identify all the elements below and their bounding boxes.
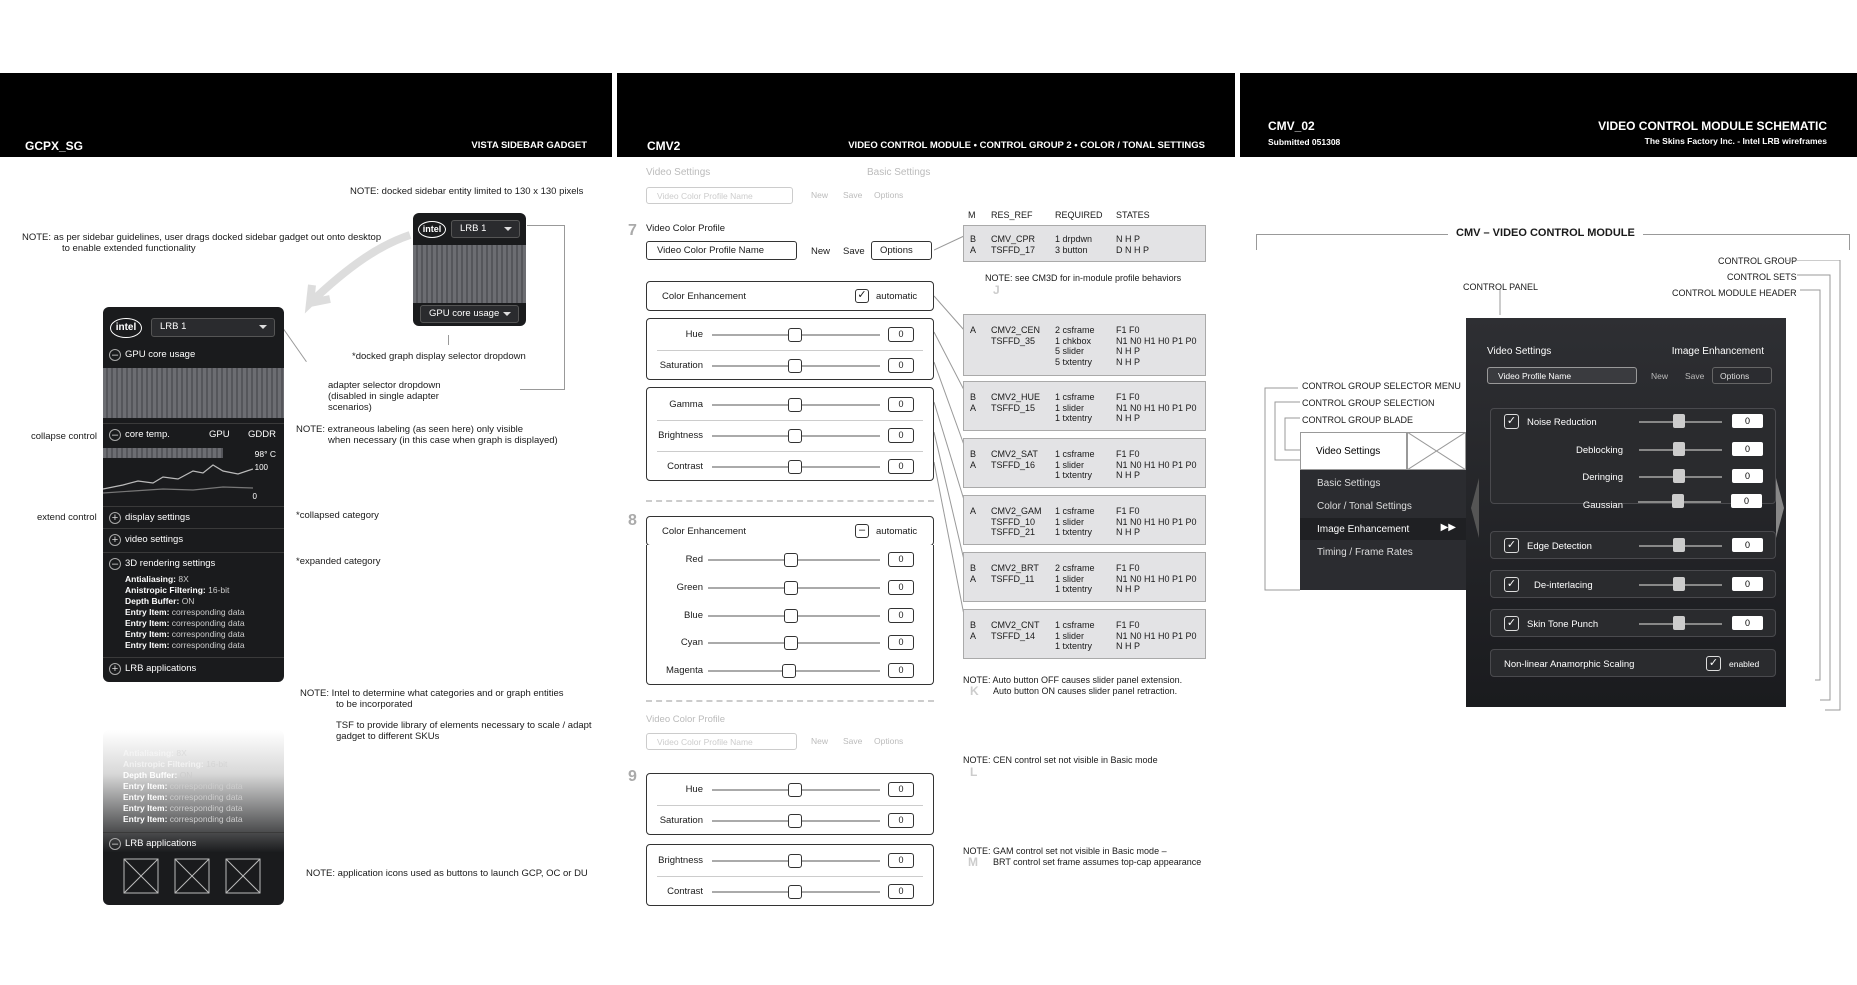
dashed-divider xyxy=(646,700,934,702)
rendering-label: 3D rendering settings xyxy=(125,558,216,569)
contrast-label: Contrast xyxy=(667,886,703,897)
anamorphic-enabled-label: enabled xyxy=(1729,659,1760,669)
connector-line xyxy=(520,389,565,390)
panel-video-settings: Video Settings xyxy=(1487,346,1552,357)
deinterlacing-slider[interactable] xyxy=(1673,577,1685,591)
note-drag-2: to enable extended functionality xyxy=(62,243,196,254)
gamma-slider[interactable] xyxy=(788,398,802,412)
brightness-label: Brightness xyxy=(658,430,703,441)
note-labeling-1: NOTE: extraneous labeling (as seen here) only visible xyxy=(296,424,524,435)
kv-item: Depth Buffer: ON xyxy=(125,596,195,606)
kv-item: Entry Item: corresponding data xyxy=(123,814,243,824)
docked-graph-dropdown[interactable]: GPU core usage xyxy=(420,305,519,323)
left-title: VISTA SIDEBAR GADGET xyxy=(471,140,587,151)
menu-item-image-enhancement[interactable] xyxy=(1300,518,1466,540)
panel-options-label: Options xyxy=(1720,371,1750,381)
table-row: A CMV2_CEN TSFFD_35 2 csframe 1 chkbox 5 slider 5 txtentry F1 F0 N1 N0 H1 H0 P1 P0 N H P N H P xyxy=(963,314,1206,376)
extend-icon[interactable]: + xyxy=(109,534,121,546)
label-control-group: CONTROL GROUP xyxy=(1718,256,1798,266)
menu-item-basic[interactable]: Basic Settings xyxy=(1317,478,1381,489)
middle-title: VIDEO CONTROL MODULE • CONTROL GROUP 2 • COLOR / TONAL SETTINGS xyxy=(848,140,1205,151)
menu-item-color-tonal[interactable]: Color / Tonal Settings xyxy=(1317,501,1412,512)
color-enhancement-frame-2 xyxy=(646,516,934,546)
panel-options-button[interactable] xyxy=(1712,367,1772,384)
noise-reduction-label: Noise Reduction xyxy=(1527,417,1597,428)
menu-item-image-enhancement-label: Image Enhancement xyxy=(1317,524,1410,535)
kv-item: Entry Item: corresponding data xyxy=(123,781,243,791)
middle-code: CMV2 xyxy=(647,139,681,153)
gamma-label: Gamma xyxy=(669,399,703,410)
ghost-profile-dropdown-2: Video Color Profile Name xyxy=(646,733,797,750)
bracket-line xyxy=(1849,234,1850,250)
saturation-slider[interactable] xyxy=(788,359,802,373)
right-submitted: Submitted 051308 xyxy=(1268,137,1341,147)
note-tsf-2: gadget to different SKUs xyxy=(336,731,440,742)
intel-logo: intel xyxy=(418,221,446,238)
kv-item: Entry Item: corresponding data xyxy=(125,629,245,639)
edge-detection-value[interactable]: 0 xyxy=(1732,538,1763,552)
deinterlacing-label: De-interlacing xyxy=(1534,580,1593,591)
fast-forward-icon: ▶▶ xyxy=(1440,522,1456,533)
profile-dropdown[interactable]: Video Color Profile Name xyxy=(646,241,797,260)
table-connector-lines xyxy=(934,230,966,650)
deinterlacing-checkbox[interactable]: ✓ xyxy=(1504,577,1519,592)
brightness-contrast-frame xyxy=(646,844,934,906)
saturation-value[interactable]: 0 xyxy=(888,813,914,828)
green-label: Green xyxy=(676,582,703,593)
options-button[interactable] xyxy=(871,241,932,260)
noise-reduction-slider[interactable] xyxy=(1673,414,1685,428)
panel-nav-left-icon[interactable] xyxy=(1471,478,1481,538)
note-auto-2: Auto button ON causes slider panel retraction. xyxy=(993,686,1178,696)
skin-tone-checkbox[interactable]: ✓ xyxy=(1504,616,1519,631)
gpu-core-label: GPU core usage xyxy=(125,349,196,360)
kv-item: Entry Item: corresponding data xyxy=(125,607,245,617)
right-header-bar xyxy=(1240,73,1857,157)
ghost-profile-label: Video Color Profile xyxy=(646,714,726,725)
gamma-value[interactable]: 0 xyxy=(888,397,914,412)
rgb-frame xyxy=(646,545,934,685)
gaussian-label: Gaussian xyxy=(1582,500,1623,511)
core-temp-label: core temp. xyxy=(125,429,170,440)
ghost-options-button: Options xyxy=(874,190,904,200)
gpu-legend: GPU xyxy=(209,429,230,440)
contrast-slider-row xyxy=(647,452,933,482)
collapse-icon[interactable]: – xyxy=(109,558,121,570)
connector-line xyxy=(527,225,565,226)
note-drag: NOTE: as per sidebar guidelines, user drags docked sidebar gadget out onto desktop xyxy=(22,232,382,243)
red-label: Red xyxy=(685,554,703,565)
note-intel-1: NOTE: Intel to determine what categories and or graph entities xyxy=(300,688,564,699)
docked-adapter-dropdown[interactable]: LRB 1 xyxy=(451,220,520,238)
brightness-value[interactable]: 0 xyxy=(888,428,914,443)
label-control-header: CONTROL MODULE HEADER xyxy=(1672,288,1797,298)
temp-value: 98° C xyxy=(254,449,276,459)
faded-gadget xyxy=(103,730,284,905)
edge-detection-set xyxy=(1490,531,1776,559)
edge-detection-label: Edge Detection xyxy=(1527,541,1592,552)
hue-saturation-frame-2 xyxy=(646,773,934,835)
video-settings-label: video settings xyxy=(125,534,184,545)
menu-item-timing[interactable]: Timing / Frame Rates xyxy=(1317,547,1413,558)
magenta-slider-row xyxy=(647,656,933,686)
menu-video-settings-label: Video Settings xyxy=(1316,446,1381,457)
category-3d-rendering[interactable] xyxy=(103,552,284,574)
panel-save-button[interactable]: Save xyxy=(1685,371,1705,381)
contrast-slider[interactable] xyxy=(788,885,802,899)
right-code: CMV_02 xyxy=(1268,119,1315,133)
green-value[interactable]: 0 xyxy=(888,580,914,595)
hue-label: Hue xyxy=(685,784,703,795)
hue-value[interactable]: 0 xyxy=(888,327,914,342)
red-slider-row xyxy=(647,545,933,575)
kv-item: Entry Item: corresponding data xyxy=(125,618,245,628)
color-enhancement-frame xyxy=(646,281,934,311)
color-enhancement-label: Color Enhancement xyxy=(662,526,746,537)
hue-slider-row xyxy=(647,775,933,805)
panel-profile-value: Video Profile Name xyxy=(1498,371,1572,381)
kv-item: Anistropic Filtering: 16-bit xyxy=(123,759,228,769)
saturation-label: Saturation xyxy=(659,815,703,826)
temp-line-graph xyxy=(103,459,253,499)
brightness-slider-row xyxy=(647,421,933,451)
category-lrb-apps[interactable] xyxy=(103,657,284,679)
ghost-options-button: Options xyxy=(874,736,904,746)
contrast-value[interactable]: 0 xyxy=(888,884,914,899)
options-label: Options xyxy=(880,245,913,256)
note-labeling-2: when necessary (in this case when graph is displayed) xyxy=(328,435,558,446)
extend-icon[interactable]: + xyxy=(109,663,121,675)
deinterlacing-set xyxy=(1490,570,1776,598)
saturation-value[interactable]: 0 xyxy=(888,358,914,373)
deringing-label: Deringing xyxy=(1582,472,1623,483)
deinterlacing-value[interactable]: 0 xyxy=(1732,577,1763,591)
note-graph-selector: *docked graph display selector dropdown xyxy=(352,351,526,362)
panel-nav-right-icon[interactable] xyxy=(1774,478,1784,538)
selector-menu xyxy=(1300,432,1466,590)
deblocking-label: Deblocking xyxy=(1576,445,1623,456)
skin-tone-set xyxy=(1490,609,1776,637)
skin-tone-value[interactable]: 0 xyxy=(1732,616,1763,630)
magenta-value[interactable]: 0 xyxy=(888,663,914,678)
skin-tone-label: Skin Tone Punch xyxy=(1527,619,1599,630)
note-adapter-3: scenarios) xyxy=(328,402,372,413)
note-adapter-2: (disabled in single adapter xyxy=(328,391,439,402)
brightness-slider[interactable] xyxy=(788,429,802,443)
noise-reduction-value[interactable]: 0 xyxy=(1732,414,1763,428)
gpu-core-graph xyxy=(103,368,284,418)
drag-arrow-graphic xyxy=(300,225,420,315)
category-gpu-core[interactable] xyxy=(103,344,284,366)
label-blade: CONTROL GROUP BLADE xyxy=(1302,415,1414,425)
panel-image-enhancement: Image Enhancement xyxy=(1671,346,1764,357)
label-control-panel: CONTROL PANEL xyxy=(1463,282,1539,292)
ghost-save-button: Save xyxy=(843,190,863,200)
ghost-save-button: Save xyxy=(843,736,863,746)
docked-gadget xyxy=(413,213,526,326)
docked-graph xyxy=(413,245,526,303)
deblocking-slider[interactable] xyxy=(1673,442,1685,456)
deringing-slider[interactable] xyxy=(1673,469,1685,483)
gamma-slider-row xyxy=(647,390,933,420)
color-enhancement-label: Color Enhancement xyxy=(662,291,746,302)
save-button[interactable]: Save xyxy=(843,246,865,257)
automatic-label: automatic xyxy=(876,526,918,537)
dashed-divider xyxy=(646,500,934,502)
edge-detection-checkbox[interactable]: ✓ xyxy=(1504,538,1519,553)
hue-label: Hue xyxy=(685,329,703,340)
contrast-slider-row xyxy=(647,877,933,907)
display-settings-label: display settings xyxy=(125,512,190,523)
table-head-states: STATES xyxy=(1116,210,1150,220)
brightness-slider[interactable] xyxy=(788,854,802,868)
hue-slider[interactable] xyxy=(788,783,802,797)
table-head-res: RES_REF xyxy=(991,210,1033,220)
blue-slider-row xyxy=(647,601,933,631)
cyan-slider[interactable] xyxy=(784,636,798,650)
collapse-icon[interactable]: – xyxy=(109,349,121,361)
noise-reduction-checkbox[interactable]: ✓ xyxy=(1504,414,1519,429)
green-slider[interactable] xyxy=(784,581,798,595)
gddr-legend: GDDR xyxy=(248,429,276,440)
contrast-label: Contrast xyxy=(667,461,703,472)
axis-max: 100 xyxy=(254,463,268,472)
temp-bar xyxy=(103,448,223,458)
red-slider[interactable] xyxy=(784,553,798,567)
panel-profile-dropdown[interactable] xyxy=(1487,367,1637,384)
saturation-slider-row xyxy=(647,806,933,836)
note-docked: NOTE: docked sidebar entity limited to 130 x 130 pixels xyxy=(350,186,584,197)
panel-new-button[interactable]: New xyxy=(1651,371,1669,381)
step-number: 7 xyxy=(628,222,637,239)
letter-m: M xyxy=(968,855,978,869)
cyan-value[interactable]: 0 xyxy=(888,635,914,650)
ghost-new-button: New xyxy=(811,190,829,200)
red-value[interactable]: 0 xyxy=(888,552,914,567)
note-icons: NOTE: application icons used as buttons to launch GCP, OC or DU xyxy=(306,868,588,879)
anamorphic-checkbox[interactable]: ✓ xyxy=(1706,656,1721,671)
category-lrb-apps[interactable] xyxy=(103,832,284,854)
hue-slider[interactable] xyxy=(788,328,802,342)
note-collapse: collapse control xyxy=(31,431,98,442)
kv-item: Entry Item: corresponding data xyxy=(123,803,243,813)
category-core-temp[interactable] xyxy=(103,423,284,445)
gaussian-value[interactable]: 0 xyxy=(1731,494,1762,508)
left-header-bar xyxy=(0,73,612,157)
category-display-settings[interactable] xyxy=(103,506,284,528)
table-row: B A CMV2_SAT TSFFD_16 1 csframe 1 slider 1 txtentry F1 F0 N1 N0 H1 H0 P1 P0 N H P xyxy=(963,438,1206,488)
kv-item: Anistropic Filtering: 16-bit xyxy=(125,585,230,595)
ghost-basic-settings: Basic Settings xyxy=(867,167,931,178)
label-selector-menu: CONTROL GROUP SELECTOR MENU xyxy=(1302,381,1461,391)
deringing-value[interactable]: 0 xyxy=(1732,469,1763,483)
step-number: 8 xyxy=(628,512,637,529)
automatic-checkbox[interactable]: ✓ xyxy=(855,289,869,303)
step-number: 9 xyxy=(628,768,637,785)
connector-line xyxy=(283,329,307,362)
gaussian-slider[interactable] xyxy=(1672,494,1684,508)
module-title: CMV – VIDEO CONTROL MODULE xyxy=(1448,227,1643,239)
edge-detection-slider[interactable] xyxy=(1673,538,1685,552)
table-row: B A CMV2_HUE TSFFD_15 1 csframe 1 slider 1 txtentry F1 F0 N1 N0 H1 H0 P1 P0 N H P xyxy=(963,381,1206,431)
kv-item: Depth Buffer: ON xyxy=(123,770,193,780)
table-row: B A CMV2_BRT TSFFD_11 2 csframe 1 slider 1 txtentry F1 F0 N1 N0 H1 H0 P1 P0 N H P xyxy=(963,552,1206,602)
contrast-value[interactable]: 0 xyxy=(888,459,914,474)
placeholder-image-icon xyxy=(1407,432,1466,470)
collapse-icon[interactable]: – xyxy=(109,429,121,441)
right-title: VIDEO CONTROL MODULE SCHEMATIC xyxy=(1598,119,1827,133)
note-adapter-1: adapter selector dropdown xyxy=(328,380,441,391)
skin-tone-slider[interactable] xyxy=(1673,616,1685,630)
app-icon-placeholders[interactable] xyxy=(123,857,263,897)
cyan-slider-row xyxy=(647,628,933,658)
right-subtitle: The Skins Factory Inc. - Intel LRB wireframes xyxy=(1644,136,1827,146)
automatic-label: automatic xyxy=(876,291,918,302)
note-cm3d: NOTE: see CM3D for in-module profile behaviors xyxy=(985,273,1182,283)
saturation-label: Saturation xyxy=(659,360,703,371)
note-tsf-1: TSF to provide library of elements necessary to scale / adapt xyxy=(336,720,592,731)
extend-icon[interactable]: + xyxy=(109,512,121,524)
deblocking-value[interactable]: 0 xyxy=(1732,442,1763,456)
menu-selection-video-settings[interactable] xyxy=(1300,432,1407,470)
table-head-m: M xyxy=(968,210,976,220)
letter-j: J xyxy=(993,283,1000,297)
profile-label: Video Color Profile xyxy=(646,223,726,234)
kv-item: Entry Item: corresponding data xyxy=(125,640,245,650)
gamma-frame xyxy=(646,387,934,481)
axis-min: 0 xyxy=(252,492,257,501)
ghost-profile-dropdown: Video Color Profile Name xyxy=(646,187,793,204)
kv-item: Antialiasing: 8X xyxy=(123,748,187,758)
anamorphic-label: Non-linear Anamorphic Scaling xyxy=(1504,659,1635,670)
blue-slider[interactable] xyxy=(784,609,798,623)
noise-reduction-set xyxy=(1490,408,1776,511)
adapter-dropdown[interactable]: LRB 1 xyxy=(151,318,275,337)
cyan-label: Cyan xyxy=(680,637,703,648)
intel-logo: intel xyxy=(110,318,142,338)
magenta-label: Magenta xyxy=(666,665,703,676)
new-button[interactable]: New xyxy=(811,246,831,257)
table-row: B A CMV_CPR TSFFD_17 1 drpdwn 3 button N H P D N H P xyxy=(963,225,1206,262)
ghost-video-settings: Video Settings xyxy=(646,167,711,178)
label-control-sets: CONTROL SETS xyxy=(1727,272,1797,282)
magenta-slider[interactable] xyxy=(782,664,796,678)
label-selection: CONTROL GROUP SELECTION xyxy=(1302,398,1435,408)
letter-k: K xyxy=(970,684,979,698)
note-intel-2: to be incorporated xyxy=(336,699,413,710)
hue-slider-row xyxy=(647,320,933,350)
automatic-checkbox[interactable]: – xyxy=(855,524,869,538)
hue-value[interactable]: 0 xyxy=(888,782,914,797)
contrast-slider[interactable] xyxy=(788,460,802,474)
connector-line xyxy=(564,225,565,390)
table-row: B A CMV2_CNT TSFFD_14 1 csframe 1 slider 1 txtentry F1 F0 N1 N0 H1 H0 P1 P0 N H P xyxy=(963,609,1206,659)
saturation-slider[interactable] xyxy=(788,814,802,828)
brightness-slider-row xyxy=(647,846,933,876)
note-extend: extend control xyxy=(37,512,97,523)
note-collapsed: *collapsed category xyxy=(296,510,379,521)
note-auto-1: NOTE: Auto button OFF causes slider panel extension. xyxy=(963,675,1183,685)
note-gam-1: NOTE: GAM control set not visible in Basic mode – xyxy=(963,846,1167,856)
lrb-apps-label: LRB applications xyxy=(125,663,197,674)
letter-l: L xyxy=(970,765,978,779)
bracket-line xyxy=(1256,234,1257,250)
saturation-slider-row xyxy=(647,351,933,381)
note-cen: NOTE: CEN control set not visible in Basic mode xyxy=(963,755,1158,765)
middle-header-bar xyxy=(617,73,1235,157)
hue-saturation-frame xyxy=(646,318,934,380)
brightness-label: Brightness xyxy=(658,855,703,866)
table-row: A CMV2_GAM TSFFD_10 TSFFD_21 1 csframe 1 slider 1 txtentry F1 F0 N1 N0 H1 H0 P1 P0 N H P xyxy=(963,495,1206,545)
note-gam-2: BRT control set frame assumes top-cap appearance xyxy=(993,857,1202,867)
blue-label: Blue xyxy=(683,610,703,621)
green-slider-row xyxy=(647,573,933,603)
note-expanded: *expanded category xyxy=(296,556,381,567)
left-code: GCPX_SG xyxy=(25,139,84,153)
anamorphic-set xyxy=(1490,649,1776,677)
blue-value[interactable]: 0 xyxy=(888,608,914,623)
extended-gadget xyxy=(103,307,284,682)
kv-item: Entry Item: corresponding data xyxy=(123,792,243,802)
ghost-new-button: New xyxy=(811,736,829,746)
control-panel xyxy=(1466,318,1786,707)
brightness-value[interactable]: 0 xyxy=(888,853,914,868)
kv-item: Antialiasing: 8X xyxy=(125,574,189,584)
category-video-settings[interactable] xyxy=(103,528,284,550)
lrb-apps-label: LRB applications xyxy=(125,838,197,849)
connector-line xyxy=(448,335,449,345)
collapse-icon[interactable]: – xyxy=(109,838,121,850)
table-head-req: REQUIRED xyxy=(1055,210,1103,220)
